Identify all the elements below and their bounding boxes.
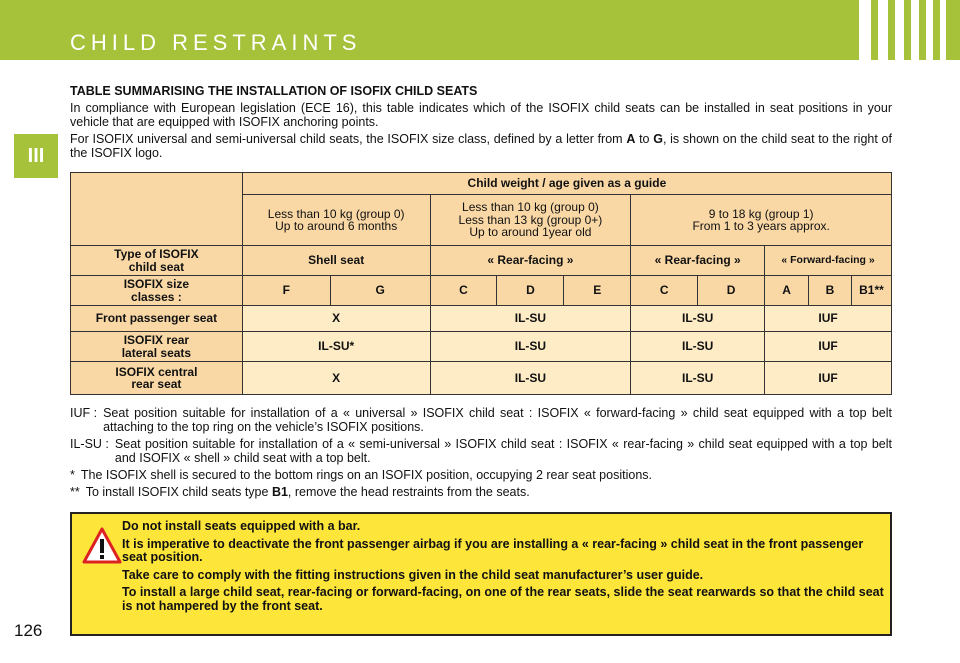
size-class-cell: D [497, 276, 564, 306]
page-header [0, 0, 960, 60]
warning-text [122, 520, 887, 617]
warning-line: Do not install seats equipped with a bar. [122, 519, 361, 533]
warning-triangle-icon [82, 526, 122, 566]
table-notes [70, 406, 892, 502]
seat-type-cell: « Forward-facing » [765, 246, 892, 276]
table-cell: IL-SU [631, 306, 765, 332]
seat-type-cell: « Rear-facing » [631, 246, 765, 276]
row-label: ISOFIX size classes : [71, 276, 243, 306]
note-key: * [70, 468, 75, 482]
seat-type-cell: « Rear-facing » [430, 246, 631, 276]
note-text: Seat position suitable for installation of a « universal » ISOFIX child seat : ISOFIX « forward-facing » child seat equipped with a top belt attaching to the top ring on the vehicle’s ISOFIX positions. [103, 406, 892, 434]
table-cell: X [242, 362, 430, 395]
isofix-table [70, 172, 892, 395]
table-cell: IUF [765, 332, 892, 362]
note-text: To install ISOFIX child seats type B1, remove the head restraints from the seats. [85, 485, 530, 499]
row-label: Type of ISOFIX child seat [71, 246, 243, 276]
table-corner-cell [71, 173, 243, 246]
row-label: ISOFIX central rear seat [71, 362, 243, 395]
warning-line: Take care to comply with the fitting instructions given in the child seat manufacturer’s user guide. [122, 567, 704, 582]
seat-type-cell: Shell seat [242, 246, 430, 276]
table-cell: IUF [765, 306, 892, 332]
note-asterisk [70, 468, 892, 482]
group-header: 9 to 18 kg (group 1) From 1 to 3 years approx. [631, 195, 892, 246]
warning-box [70, 512, 892, 636]
weight-header: Child weight / age given as a guide [242, 173, 891, 195]
note-ilsu [70, 437, 892, 465]
section-heading: TABLE SUMMARISING THE INSTALLATION OF ISOFIX CHILD SEATS [70, 84, 478, 98]
row-label: Front passenger seat [71, 306, 243, 332]
table-cell: IL-SU [631, 332, 765, 362]
page-number: 126 [14, 621, 43, 640]
note-key: IUF : [70, 406, 98, 420]
group-header: Less than 10 kg (group 0) Less than 13 kg (group 0+) Up to around 1year old [430, 195, 631, 246]
table-cell: IUF [765, 362, 892, 395]
size-class-cell: B [809, 276, 852, 306]
note-key: ** [70, 485, 80, 499]
note-text: The ISOFIX shell is secured to the bottom rings on an ISOFIX position, occupying 2 rear seat positions. [80, 468, 652, 482]
row-label: ISOFIX rear lateral seats [71, 332, 243, 362]
size-class-cell: B1** [851, 276, 891, 306]
chapter-tab: III [14, 134, 58, 178]
note-iuf [70, 406, 892, 434]
table-row [71, 332, 892, 362]
size-class-cell: F [242, 276, 330, 306]
group-header: Less than 10 kg (group 0) Up to around 6 months [242, 195, 430, 246]
size-class-cell: C [430, 276, 497, 306]
page-title: CHILD RESTRAINTS [70, 30, 362, 55]
table-cell: X [242, 306, 430, 332]
intro-paragraph-1: In compliance with European legislation (ECE 16), this table indicates which of the ISOFIX child seats can be installed in seat positions in your vehicle that are equipped with ISOFIX anchoring points. [70, 101, 892, 129]
table-cell: IL-SU* [242, 332, 430, 362]
table-cell: IL-SU [430, 332, 631, 362]
size-class-cell: G [330, 276, 430, 306]
size-class-cell: C [631, 276, 698, 306]
size-class-cell: E [564, 276, 631, 306]
table-row [71, 362, 892, 395]
table-cell: IL-SU [631, 362, 765, 395]
warning-line: It is imperative to deactivate the front passenger airbag if you are installing a « rear-facing » child seat in the front passenger seat position. [122, 536, 864, 564]
header-stripes [859, 0, 946, 60]
size-class-cell: A [765, 276, 809, 306]
table-cell: IL-SU [430, 362, 631, 395]
size-class-cell: D [698, 276, 765, 306]
note-double-asterisk [70, 485, 892, 499]
note-text: Seat position suitable for installation of a « semi-universal » ISOFIX child seat : ISOFIX « rear-facing » child seat equipped with a top belt and ISOFIX « shell » child seat with a top belt. [114, 437, 892, 465]
intro-paragraph-2: For ISOFIX universal and semi-universal child seats, the ISOFIX size class, defined by a letter from A to G, is shown on the child seat to the right of the ISOFIX logo. [70, 132, 892, 160]
note-key: IL-SU : [70, 437, 109, 451]
table-cell: IL-SU [430, 306, 631, 332]
warning-line: To install a large child seat, rear-facing or forward-facing, on one of the rear seats, slide the seat rearwards so that the child seat is not hampered by the front seat. [122, 585, 884, 613]
table-row [71, 306, 892, 332]
intro-section [70, 84, 892, 163]
